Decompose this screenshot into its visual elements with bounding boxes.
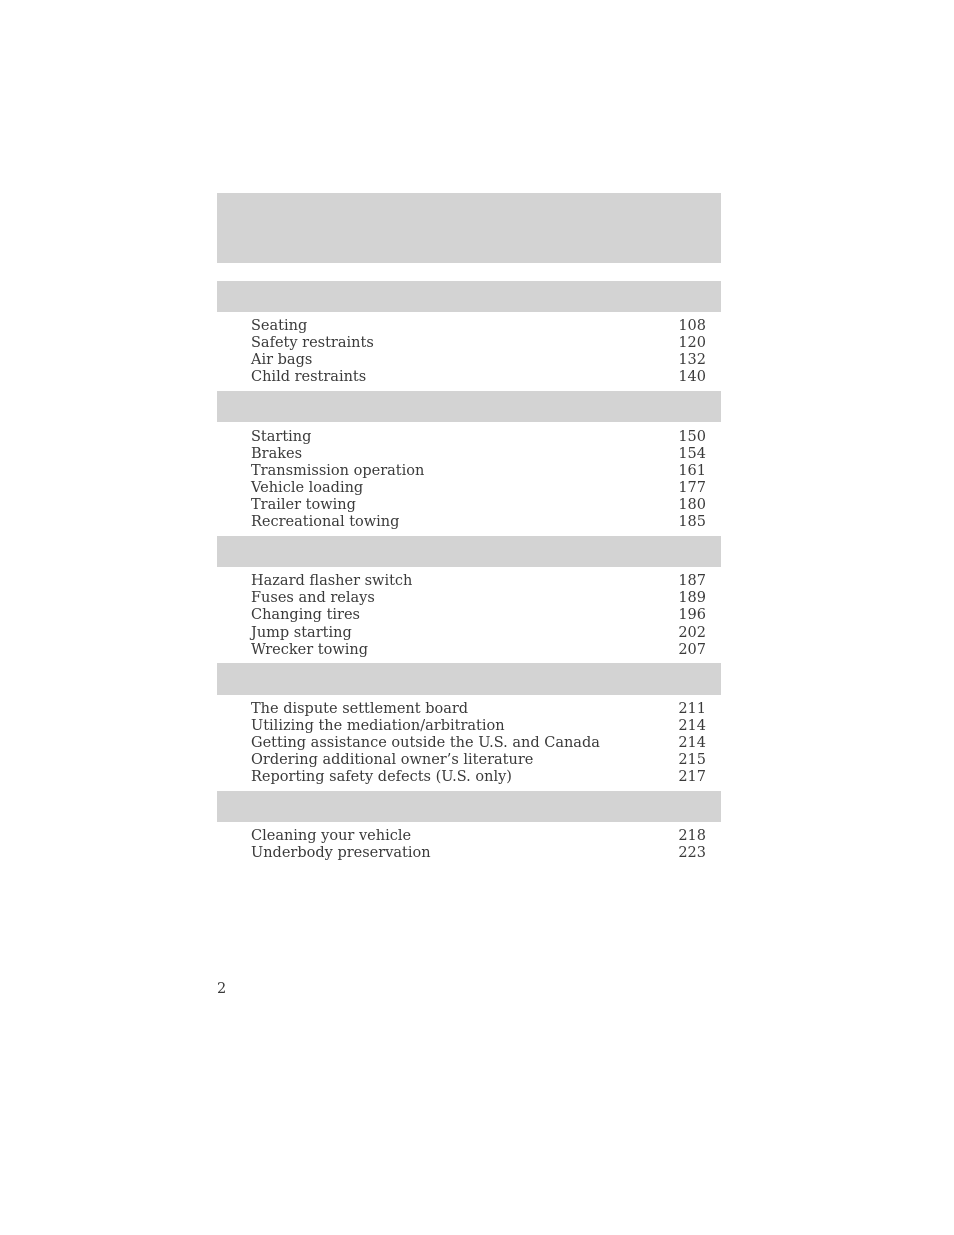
- toc-entry: [251, 352, 706, 369]
- toc-entry: [251, 718, 706, 735]
- toc-entry: [251, 318, 706, 335]
- toc-entry-label: Underbody preservation: [251, 845, 431, 861]
- toc-entry-label: Cleaning your vehicle: [251, 828, 412, 844]
- section-header-bar: [217, 663, 721, 695]
- section-header-bar: [217, 281, 721, 312]
- toc-entry-label: Wrecker towing: [251, 642, 369, 658]
- toc-entry-page: 223: [678, 845, 706, 861]
- toc-entry-page: 214: [678, 718, 706, 734]
- toc-entry-page: 215: [678, 752, 706, 768]
- toc-entry: [251, 429, 706, 446]
- toc-entry-label: Safety restraints: [251, 335, 374, 351]
- toc-entry-label: Vehicle loading: [251, 480, 364, 496]
- toc-entry-page: 185: [678, 514, 706, 530]
- toc-entry-label: Starting: [251, 429, 312, 445]
- toc-entry-label: Jump starting: [251, 625, 352, 641]
- toc-entry: [251, 752, 706, 769]
- toc-entry: [251, 642, 706, 659]
- toc-entry-label: Air bags: [251, 352, 313, 368]
- toc-entry: [251, 845, 706, 862]
- toc-entry-page: 132: [678, 352, 706, 368]
- section-header-bar: [217, 791, 721, 822]
- toc-entry-label: Getting assistance outside the U.S. and Canada: [251, 735, 600, 751]
- toc-entry: [251, 573, 706, 590]
- toc-entry-label: Transmission operation: [251, 463, 425, 479]
- header-band: [217, 193, 721, 263]
- toc-entry: [251, 369, 706, 386]
- toc-entry: [251, 480, 706, 497]
- toc-entry-label: Trailer towing: [251, 497, 356, 513]
- toc-entry-page: 196: [678, 607, 706, 623]
- toc-entry: [251, 514, 706, 531]
- section-header-bar: [217, 391, 721, 422]
- toc-entry-page: 217: [678, 769, 706, 785]
- toc-entry-page: 177: [678, 480, 706, 496]
- toc-entry-label: The dispute settlement board: [251, 701, 469, 717]
- toc-entry-page: 207: [678, 642, 706, 658]
- page-number: 2: [217, 981, 227, 997]
- toc-entry-page: 161: [678, 463, 706, 479]
- toc-entry: [251, 497, 706, 514]
- toc-entry: [251, 590, 706, 607]
- toc-entry-label: Brakes: [251, 446, 303, 462]
- toc-entry-page: 189: [678, 590, 706, 606]
- toc-entry-page: 154: [678, 446, 706, 462]
- toc-entry-page: 187: [678, 573, 706, 589]
- toc-entry: [251, 446, 706, 463]
- toc-entry: [251, 769, 706, 786]
- toc-entry-label: Utilizing the mediation/arbitration: [251, 718, 505, 734]
- toc-entry-label: Child restraints: [251, 369, 367, 385]
- toc-entry-page: 202: [678, 625, 706, 641]
- toc-entry: [251, 735, 706, 752]
- toc-entry-page: 108: [678, 318, 706, 334]
- section-header-bar: [217, 536, 721, 567]
- toc-entry-page: 120: [678, 335, 706, 351]
- toc-entry-page: 218: [678, 828, 706, 844]
- toc-entry-label: Recreational towing: [251, 514, 400, 530]
- toc-entry-label: Reporting safety defects (U.S. only): [251, 769, 512, 785]
- toc-entry: [251, 625, 706, 642]
- toc-entry-page: 140: [678, 369, 706, 385]
- toc-entry-page: 214: [678, 735, 706, 751]
- toc-entry: [251, 701, 706, 718]
- toc-entry-label: Seating: [251, 318, 308, 334]
- toc-entry: [251, 463, 706, 480]
- toc-entry-label: Fuses and relays: [251, 590, 375, 606]
- toc-entry-page: 150: [678, 429, 706, 445]
- toc-entry-label: Hazard flasher switch: [251, 573, 413, 589]
- toc-entry-page: 180: [678, 497, 706, 513]
- toc-entry-page: 211: [678, 701, 706, 717]
- toc-entry: [251, 828, 706, 845]
- toc-entry-label: Changing tires: [251, 607, 360, 623]
- toc-entry: [251, 335, 706, 352]
- toc-entry: [251, 607, 706, 624]
- toc-entry-label: Ordering additional owner’s literature: [251, 752, 534, 768]
